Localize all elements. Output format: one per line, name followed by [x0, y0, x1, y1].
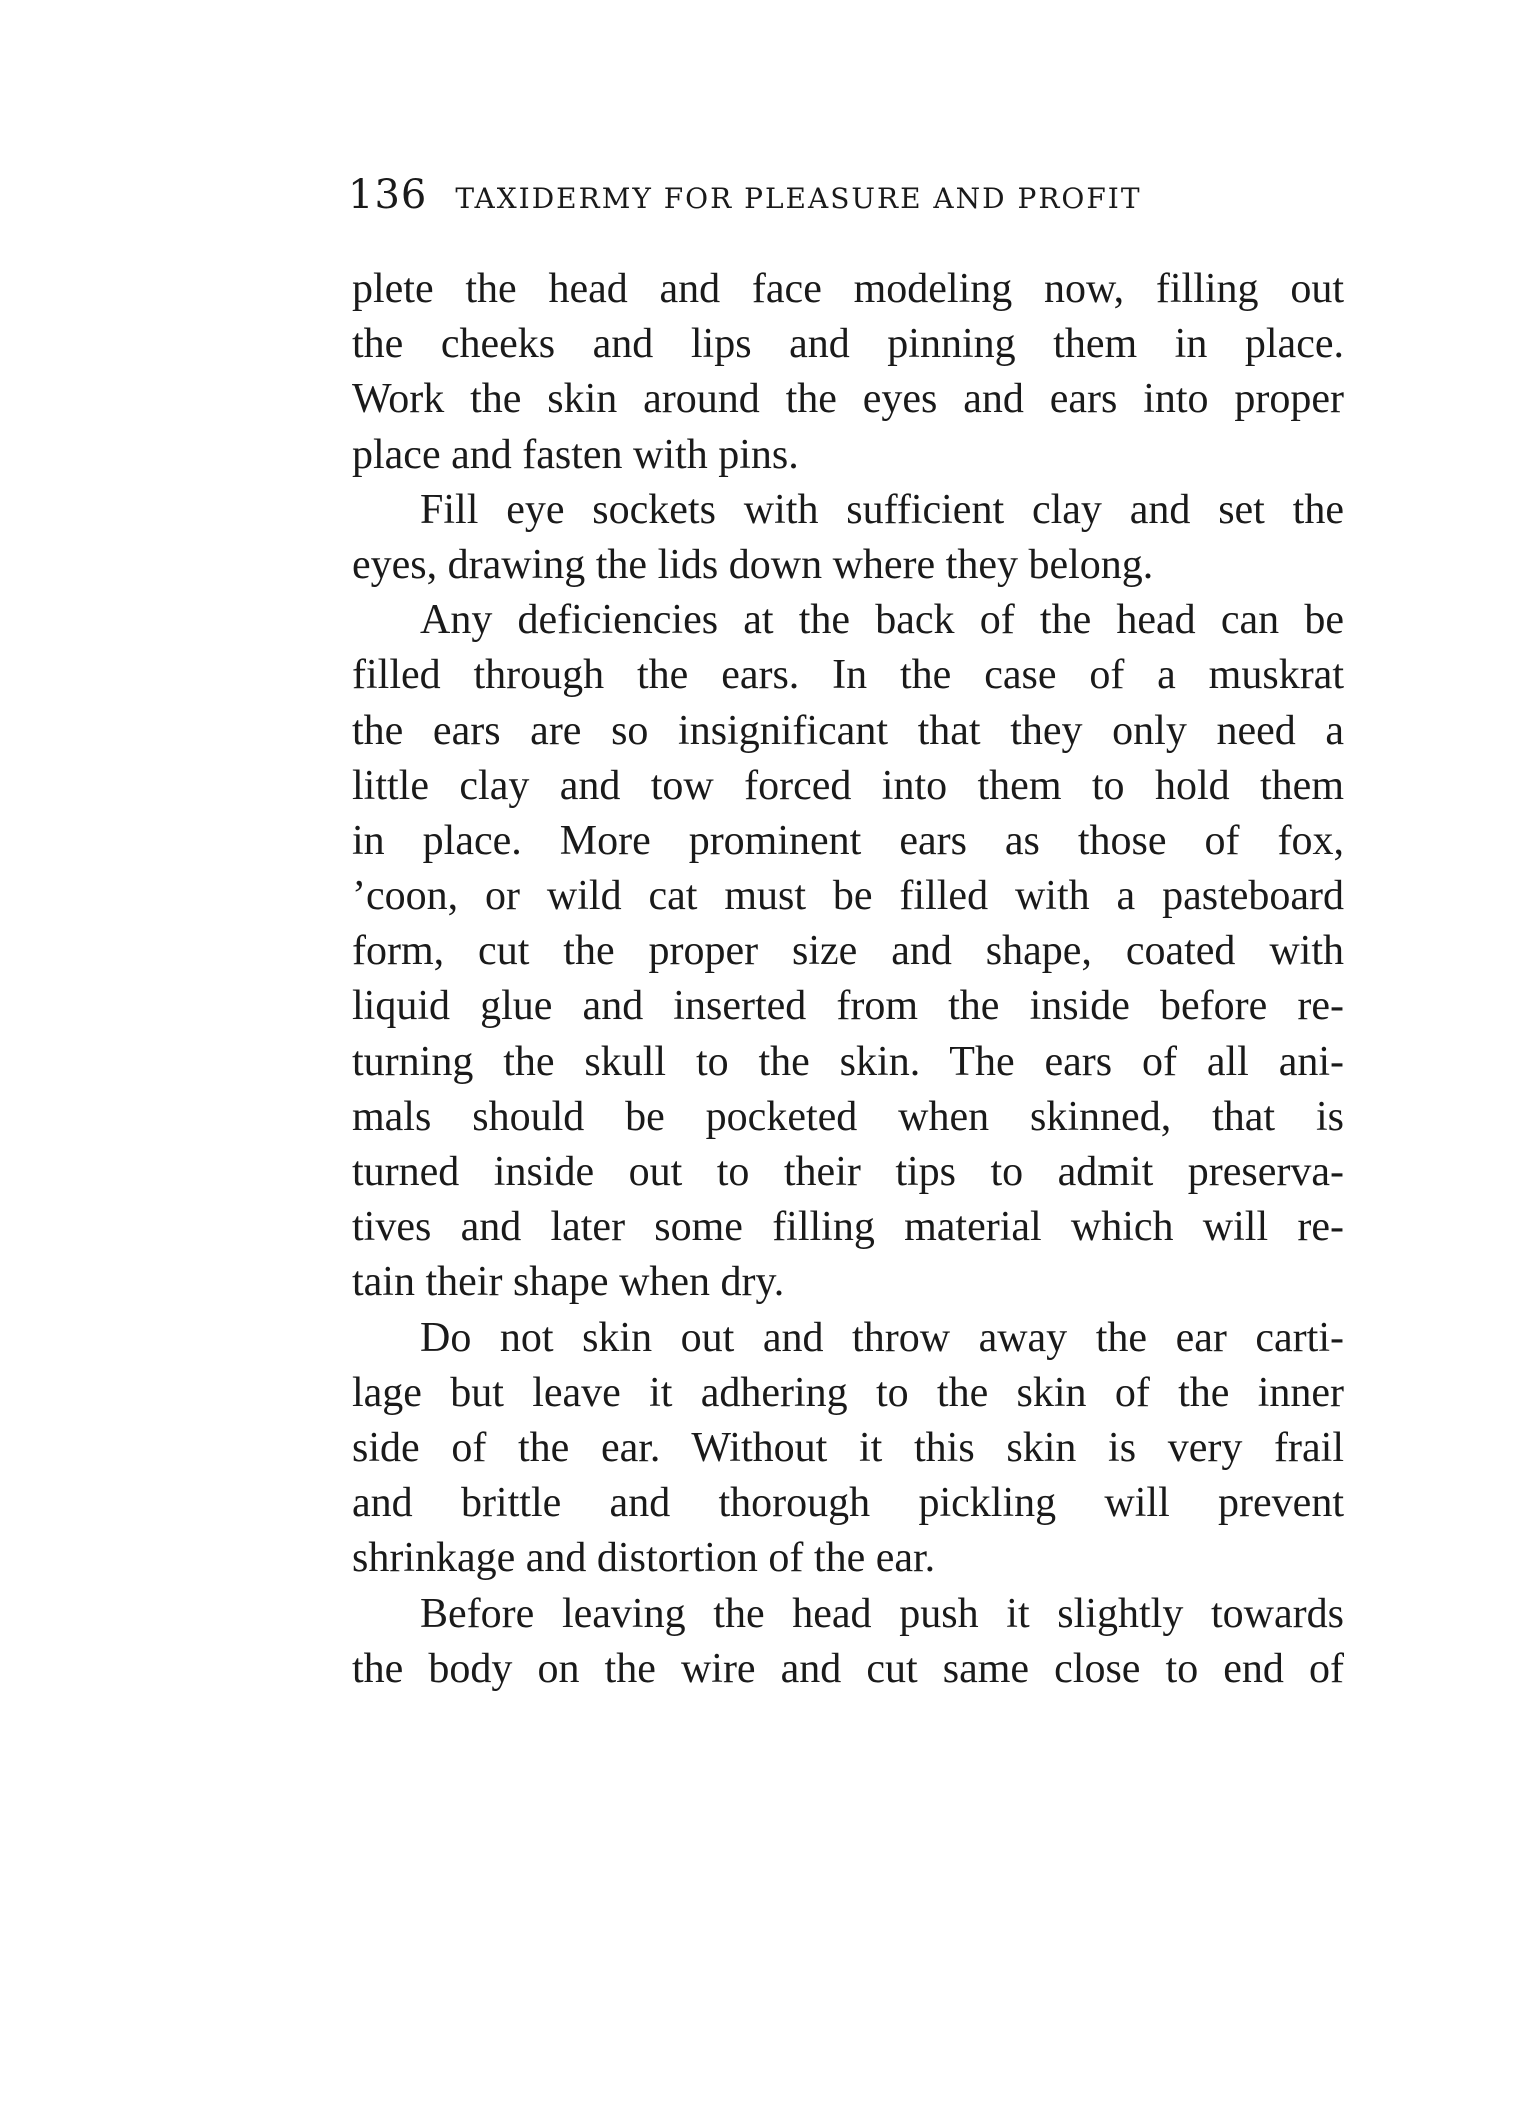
text-line: side of the ear. Without it this skin is very frail [352, 1424, 1344, 1471]
text-line: shrinkage and distortion of the ear. [352, 1535, 936, 1582]
text-line: in place. More prominent ears as those of fox, [352, 817, 1344, 864]
text-line: tain their shape when dry. [352, 1259, 785, 1306]
text-line: the cheeks and lips and pinning them in place. [352, 321, 1344, 368]
text-line: place and fasten with pins. [352, 431, 799, 478]
paragraph [352, 483, 1344, 593]
body-text [352, 262, 1344, 1697]
text-line: turning the skull to the skin. The ears of all ani- [352, 1038, 1344, 1085]
text-line: filled through the ears. In the case of a muskrat [352, 652, 1344, 699]
text-line: turned inside out to their tips to admit preserva- [352, 1149, 1344, 1195]
paragraph [352, 1587, 1344, 1697]
text-line: tives and later some filling material which will re- [352, 1204, 1344, 1251]
text-line: the ears are so insignificant that they only need a [352, 707, 1344, 754]
text-line: Work the skin around the eyes and ears into proper [352, 376, 1344, 423]
text-line: eyes, drawing the lids down where they belong. [352, 541, 1154, 588]
text-line: ’coon, or wild cat must be filled with a pasteboard [352, 873, 1344, 920]
text-line: mals should be pocketed when skinned, that is [352, 1093, 1344, 1140]
paragraph [352, 262, 1344, 483]
paragraph [352, 1311, 1344, 1587]
page-header [348, 172, 1340, 232]
text-line: Any deficiencies at the back of the head can be [420, 597, 1344, 644]
text-line: Before leaving the head push it slightly towards [420, 1590, 1344, 1637]
text-line: little clay and tow forced into them to hold them [352, 762, 1344, 809]
page-number: 136 [348, 172, 428, 218]
text-line: the body on the wire and cut same close to end of [352, 1645, 1344, 1692]
text-line: Do not skin out and throw away the ear carti- [420, 1314, 1344, 1361]
text-line: plete the head and face modeling now, filling out [352, 266, 1344, 312]
text-line: form, cut the proper size and shape, coated with [352, 928, 1344, 975]
text-line: lage but leave it adhering to the skin of the inner [352, 1369, 1344, 1416]
text-line: Fill eye sockets with sufficient clay and set the [420, 486, 1344, 533]
running-title: TAXIDERMY FOR PLEASURE AND PROFIT [455, 182, 1142, 215]
paragraph [352, 593, 1344, 1310]
text-line: and brittle and thorough pickling will prevent [352, 1480, 1344, 1527]
text-line: liquid glue and inserted from the inside before re- [352, 983, 1344, 1030]
